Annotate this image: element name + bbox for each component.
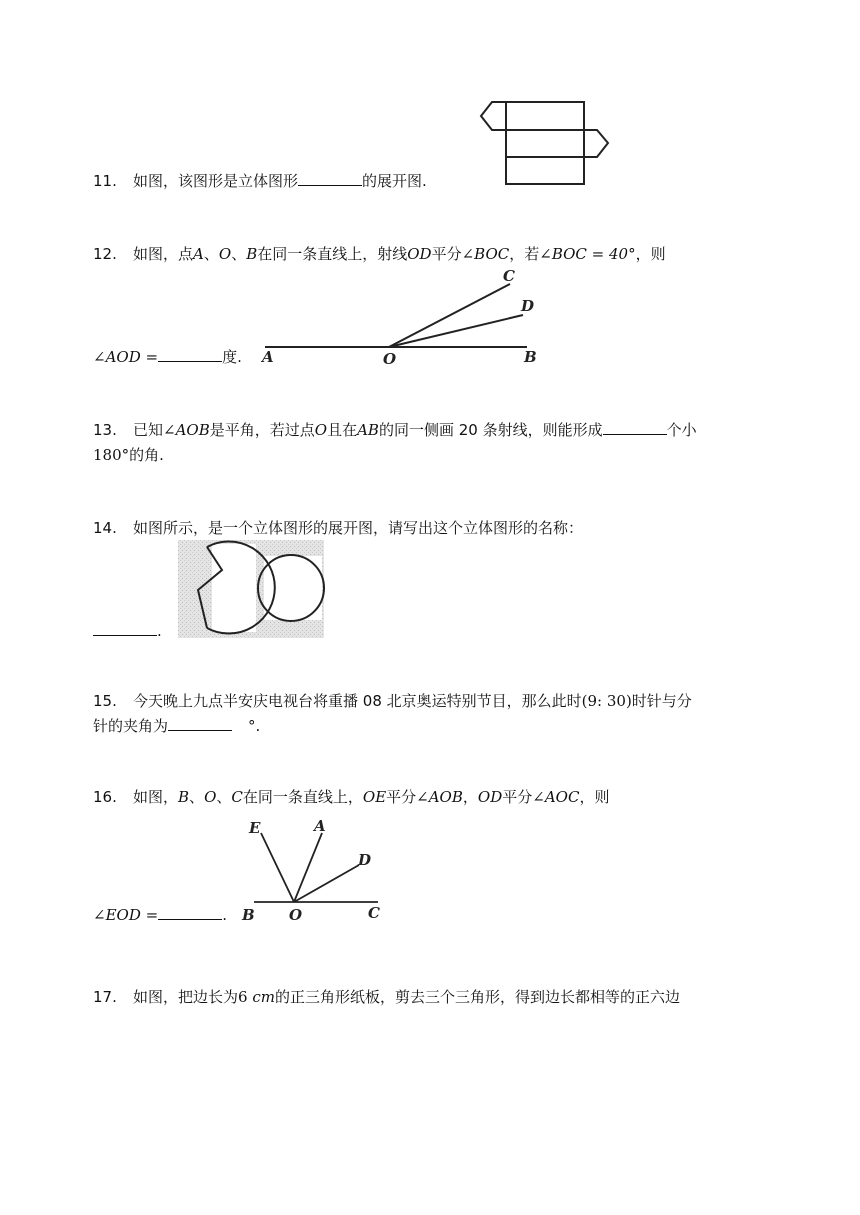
- q13-line-ab: AB: [357, 421, 379, 439]
- q16-point-c: C: [231, 788, 243, 806]
- q11-number: 11.: [93, 172, 117, 190]
- q16-text: 平分: [502, 788, 533, 806]
- q13-text: 且在: [327, 421, 358, 439]
- q11-text-post: 的展开图.: [362, 172, 427, 190]
- q12-text: ，则: [635, 245, 666, 263]
- q17-line: [93, 986, 680, 1008]
- q16-label-e: E: [249, 819, 261, 837]
- q12-sep: 、: [203, 245, 219, 263]
- q14-line1: [93, 517, 583, 539]
- q12-point-a: A: [193, 245, 204, 263]
- q12-label-o: O: [383, 350, 397, 368]
- q16-angle-aob: ∠AOB: [416, 788, 463, 806]
- q11-text-pre: 如图，该图形是立体图形: [133, 172, 299, 190]
- q12-point-b: B: [246, 245, 258, 263]
- q13-text: 个小: [666, 421, 697, 439]
- q13-answer-blank[interactable]: [603, 420, 667, 435]
- q15-text: 时针与分: [631, 692, 692, 710]
- q14-line2: [93, 620, 162, 642]
- q12-angle-aod: ∠AOD =: [93, 348, 159, 366]
- q16-text: ，则: [579, 788, 610, 806]
- q13-number: 13.: [93, 421, 117, 439]
- q13-degree: 180°: [93, 446, 130, 464]
- q16-label-o: O: [289, 906, 303, 924]
- q12-text: ，若: [509, 245, 540, 263]
- q12-text-post: 度.: [222, 348, 242, 366]
- q15-line2: [93, 715, 260, 737]
- q15-number: 15.: [93, 692, 117, 710]
- q15-degree-text: °.: [248, 717, 261, 735]
- q16-answer-blank[interactable]: [158, 905, 222, 920]
- q16-angle-aoc: ∠AOC: [532, 788, 580, 806]
- q13-line2: [93, 444, 164, 466]
- q11-answer-blank[interactable]: [298, 171, 362, 186]
- q16-ray-oe: OE: [362, 788, 387, 806]
- q12-line1: [93, 243, 666, 265]
- q14-text: 如图所示，是一个立体图形的展开图，请写出这个立体图形的名称：: [133, 519, 584, 537]
- q13-text: 的角.: [129, 446, 164, 464]
- q12-text: 如图，点: [133, 245, 194, 263]
- q17-length-value: 6: [238, 988, 248, 1006]
- q12-point-o: O: [218, 245, 232, 263]
- q12-ray-od: OD: [407, 245, 432, 263]
- q15-time: (9: 30): [581, 692, 632, 710]
- q16-text: 平分: [386, 788, 417, 806]
- q11-line: [93, 170, 427, 192]
- q16-label-a: A: [314, 817, 326, 835]
- q13-angle-aob: ∠AOB: [163, 421, 210, 439]
- q16-angle-eod: ∠EOD =: [93, 906, 159, 924]
- q12-number: 12.: [93, 245, 117, 263]
- q12-line2: [93, 346, 242, 368]
- q16-sep: 、: [189, 788, 205, 806]
- q16-number: 16.: [93, 788, 117, 806]
- q13-line1: [93, 419, 697, 441]
- q16-text: 在同一条直线上，: [242, 788, 363, 806]
- q16-label-d: D: [358, 851, 372, 869]
- q15-line1: [93, 690, 692, 712]
- q15-text: 今天晚上九点半安庆电视台将重播 08 北京奥运特别节目，那么此时: [133, 692, 582, 710]
- q15-text: 针的夹角为: [93, 717, 169, 735]
- q12-label-c: C: [503, 267, 515, 285]
- q12-text: 平分: [431, 245, 462, 263]
- q16-line2: [93, 904, 227, 926]
- q16-point-o: O: [204, 788, 217, 806]
- q16-line1: [93, 786, 609, 808]
- q14-number: 14.: [93, 519, 117, 537]
- q12-angle-figure: [255, 265, 545, 370]
- q13-point-o: O: [314, 421, 328, 439]
- q12-label-d: D: [521, 297, 535, 315]
- q17-text: 的正三角形纸板，剪去三个三角形，得到边长都相等的正六边: [274, 988, 680, 1006]
- q16-label-b: B: [242, 906, 255, 924]
- q12-text: 在同一条直线上，射线: [257, 245, 408, 263]
- q16-point-b: B: [178, 788, 190, 806]
- q12-label-a: A: [262, 348, 274, 366]
- q16-sep: 、: [216, 788, 232, 806]
- q16-text: 如图，: [133, 788, 179, 806]
- q11-prism-net-figure: [478, 100, 612, 190]
- q12-answer-blank[interactable]: [158, 347, 222, 362]
- q12-label-b: B: [524, 348, 537, 366]
- q12-angle-boc: ∠BOC: [461, 245, 510, 263]
- q16-text: ，: [462, 788, 478, 806]
- q14-cone-net-figure: [178, 538, 328, 640]
- q16-label-c: C: [368, 904, 380, 922]
- q14-answer-blank[interactable]: [93, 621, 157, 636]
- q13-text: 是平角，若过点: [209, 421, 315, 439]
- q16-text-post: .: [222, 906, 227, 924]
- q13-text: 的同一侧画 20 条射线，则能形成: [378, 421, 603, 439]
- q15-answer-blank[interactable]: [168, 716, 232, 731]
- q17-number: 17.: [93, 988, 117, 1006]
- q16-angle-figure: [238, 817, 388, 927]
- q12-equation: ∠BOC = 40°: [539, 245, 636, 263]
- q12-sep: 、: [231, 245, 247, 263]
- q17-unit: cm: [252, 988, 275, 1006]
- q13-text: 已知: [133, 421, 164, 439]
- q14-text-post: .: [157, 622, 162, 640]
- q16-ray-od: OD: [477, 788, 503, 806]
- q17-text: 如图，把边长为: [133, 988, 239, 1006]
